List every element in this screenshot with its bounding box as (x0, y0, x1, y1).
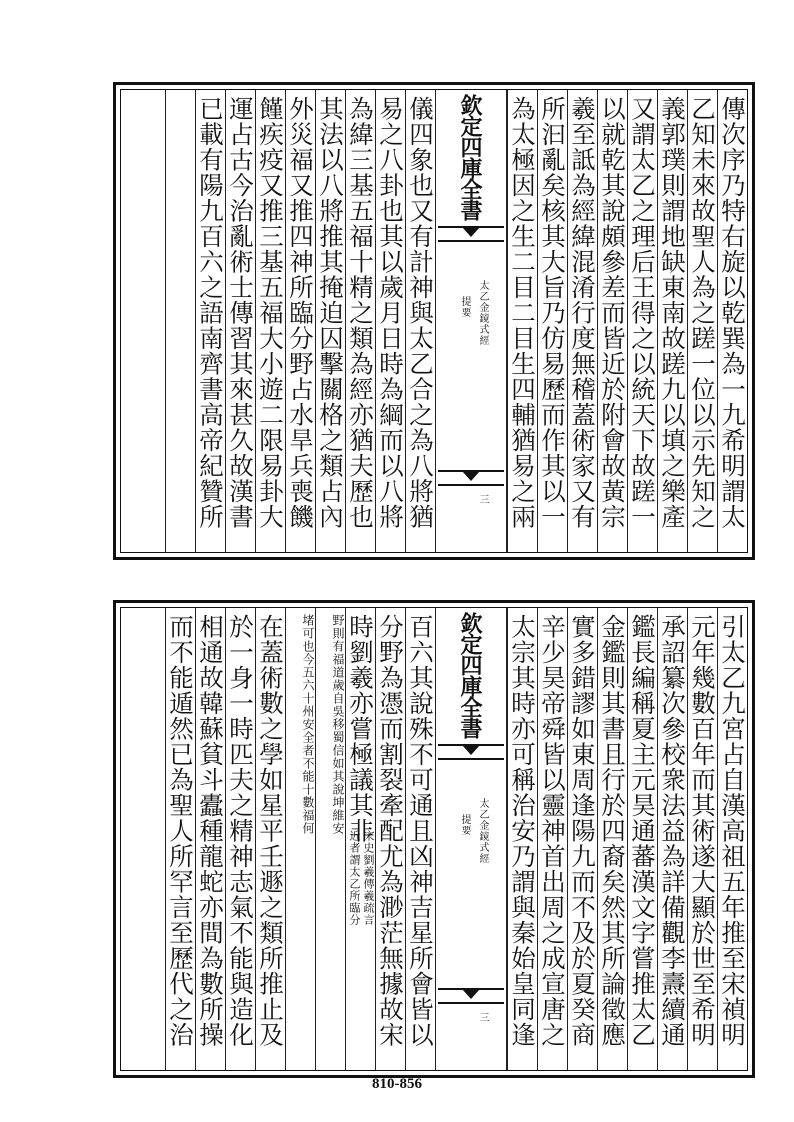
top-fish-tail-mark-lower (438, 470, 504, 486)
top-page-frame (120, 89, 748, 553)
bottom-col-r5: 金鑑則其書且行於四裔矣然其所論徵應 (597, 608, 627, 1070)
bottom-col-l3: 時劉羲亦嘗極議其非 宋史劉羲傳羲疏言 近者謂太乙所臨分 (345, 608, 375, 1070)
bottom-section-label: 提要 (459, 814, 470, 836)
bottom-book-title: 太乙金鏡式經 (477, 798, 488, 864)
bottom-col-l2: 分野為憑而割裂牽配尤為渺茫無據故宋 (375, 608, 405, 1070)
top-col-r7: 所汩亂矣核其大旨乃仿易歷而作其以一 (537, 90, 567, 552)
top-col-l1: 儀四象也又有計神與太乙合之為八將猶 (405, 90, 435, 552)
top-col-r6: 羲至詆為經緯混淆行度無稽蓋術家又有 (567, 90, 597, 552)
bottom-fish-tail-mark-upper (438, 744, 504, 760)
bottom-col-l8: 相通故韓蘇貧斗蠹種龍蛇亦間為數所操 (195, 608, 225, 1070)
bottom-col-r4: 鑑長編稱夏主元昊通蕃漢文字嘗推太乙 (627, 608, 657, 1070)
top-col-l5: 外災福又推四神所臨分野占水旱兵喪饑 (285, 90, 315, 552)
bottom-col-r3: 承詔纂次參校衆法益為詳備觀李燾續通 (657, 608, 687, 1070)
bottom-col-l7: 於一身一時匹夫之精神志氣不能與造化 (225, 608, 255, 1070)
bottom-center-title: 欽定四庫全書 (457, 612, 483, 738)
bottom-page-frame (120, 607, 748, 1071)
top-col-r1: 傳次序乃特右旋以乾巽為一九希明謂太 (717, 90, 747, 552)
top-col-l4: 其法以八將推其掩迫囚擊關格之類占內 (315, 90, 345, 552)
top-col-r3: 義郭璞則謂地缺東南故蹉九以填之樂產 (657, 90, 687, 552)
bottom-col-r6: 實多錯謬如東周逢陽九而不及於夏癸商 (567, 608, 597, 1070)
bottom-annotation-b: 近者謂太乙所臨分 (348, 830, 361, 926)
top-section-label: 提要 (459, 296, 470, 318)
bottom-col-l1: 百六其說殊不可通且凶神吉星所會皆以 (405, 608, 435, 1070)
bottom-fish-tail-mark-lower (438, 988, 504, 1004)
bottom-col-r1: 引太乙九宮占自漢高祖五年推至宋禎明 (717, 608, 747, 1070)
top-col-l3: 為緯三基五福十精之類為經亦猶夫歷也 (345, 90, 375, 552)
top-col-r5: 以就乾其說頗參差而皆近於附會故黃宗 (597, 90, 627, 552)
bottom-col-l4: 野則有福道歲自吳移蜀信如其說坤維安 (315, 608, 345, 1070)
top-page-panel (113, 82, 755, 560)
top-col-l7: 運占古今治亂術士傳習其來甚久故漢書 (225, 90, 255, 552)
top-fish-tail-mark-upper (438, 226, 504, 242)
top-folio-number: 三 (477, 494, 488, 505)
top-col-l6: 饉疾疫又推三基五福大小遊二限易卦大 (255, 90, 285, 552)
top-col-r2: 乙知未來故聖人為之蹉一位以示先知之 (687, 90, 717, 552)
top-col-l8: 已載有陽九百六之語南齊書高帝紀贊所 (195, 90, 225, 552)
top-col-empty (165, 90, 195, 552)
bottom-col-r7: 辛少昊帝舜皆以靈神首出周之成宣唐之 (537, 608, 567, 1070)
bottom-col-r2: 元年幾數百年而其術遂大顯於世至希明 (687, 608, 717, 1070)
bottom-col-l6: 在蓋術數之學如星平壬遯之類所推止及 (255, 608, 285, 1070)
top-col-r4: 又謂太乙之理后王得之以統天下故蹉一 (627, 90, 657, 552)
top-book-title: 太乙金鏡式經 (477, 280, 488, 346)
top-center-strip (435, 90, 507, 552)
bottom-col-l9: 而不能遁然已為聖人所罕言至歷代之治 (165, 608, 195, 1070)
bottom-col-l5: 堵可也今五六十州安全者不能十數福何 (285, 608, 315, 1070)
bottom-folio-number: 三 (477, 1012, 488, 1023)
bottom-annotation-a: 宋史劉羲傳羲疏言 (362, 830, 375, 926)
bottom-col-r8: 太宗其時亦可稱治安乃謂與秦始皇同逢 (507, 608, 537, 1070)
top-col-l2: 易之八卦也其以歲月日時為綱而以八將 (375, 90, 405, 552)
bottom-center-strip (435, 608, 507, 1070)
bottom-page-panel (113, 600, 755, 1078)
top-col-r8: 為太極因之生二目二目生四輔猶易之兩 (507, 90, 537, 552)
top-center-title: 欽定四庫全書 (457, 94, 483, 220)
page-number: 810-856 (372, 1076, 422, 1092)
